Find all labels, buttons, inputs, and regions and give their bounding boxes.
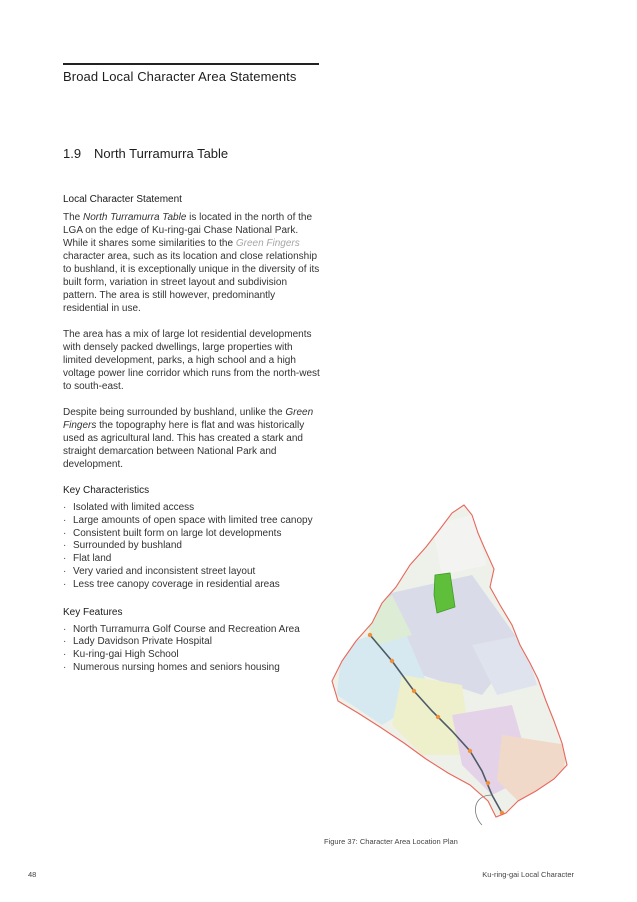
statement-paragraph-2: The area has a mix of large lot residential developments with densely packed dwellings, large properties with limited development, parks, a high school and a high voltage power line corridor which runs from the north-west to south-east.	[63, 329, 320, 392]
land-use-areas	[322, 495, 577, 835]
text-run: Despite being surrounded by bushland, unlike the	[63, 407, 286, 418]
text-run: is located in the north of the LGA on the edge of Ku-ring-gai Chase National Park. While it shares some similarities to the	[63, 212, 313, 249]
document-name: Ku-ring-gai Local Character	[482, 870, 574, 879]
page-number: 48	[28, 870, 37, 879]
list-item: · Surrounded by bushland	[63, 540, 323, 553]
main-content	[63, 193, 323, 689]
section-name: North Turramurra Table	[94, 146, 229, 161]
statement-heading: Local Character Statement	[63, 194, 182, 205]
document-title: Broad Local Character Area Statements	[63, 69, 297, 84]
area-name-emphasis: North Turramurra Table	[83, 212, 187, 223]
area-name-emphasis: Green Fingers	[63, 407, 314, 431]
statement-paragraph-3	[63, 406, 323, 471]
characteristics-heading: Key Characteristics	[63, 485, 150, 496]
text-run: the topography here is flat and was historically used as agricultural land. This has created a stark and straight demarcation between National Park and development.	[63, 420, 305, 470]
characteristics-list	[63, 502, 323, 592]
list-item: · Isolated with limited access	[63, 502, 323, 515]
list-item: · Ku-ring-gai High School	[63, 649, 323, 662]
list-item: · Large amounts of open space with limited tree canopy	[63, 515, 323, 528]
features-heading: Key Features	[63, 606, 123, 618]
statement-paragraph-1	[63, 211, 323, 315]
list-item: · Less tree canopy coverage in residential areas	[63, 579, 323, 592]
list-item: · North Turramurra Golf Course and Recreation Area	[63, 624, 323, 637]
location-map	[322, 495, 577, 835]
section-number: 1.9	[63, 146, 82, 161]
figure-caption: Figure 37: Character Area Location Plan	[324, 837, 458, 846]
area-name-emphasis-grey: Green Fingers	[235, 238, 300, 249]
list-item: · Flat land	[63, 553, 323, 566]
section-title	[63, 146, 228, 161]
list-item: · Lady Davidson Private Hospital	[63, 636, 323, 649]
list-item: · Very varied and inconsistent street layout	[63, 566, 323, 579]
text-run: The	[63, 212, 84, 223]
header-rule	[63, 63, 319, 65]
list-item: · Numerous nursing homes and seniors housing	[63, 662, 323, 675]
features-list	[63, 624, 323, 675]
list-item: · Consistent built form on large lot developments	[63, 528, 323, 541]
text-run: character area, such as its location and close relationship to bushland, it is exceptionally unique in the diversity of its built form, variation in street layout and subdivision pattern. The area is still however, predominantly residential in use.	[63, 251, 320, 314]
